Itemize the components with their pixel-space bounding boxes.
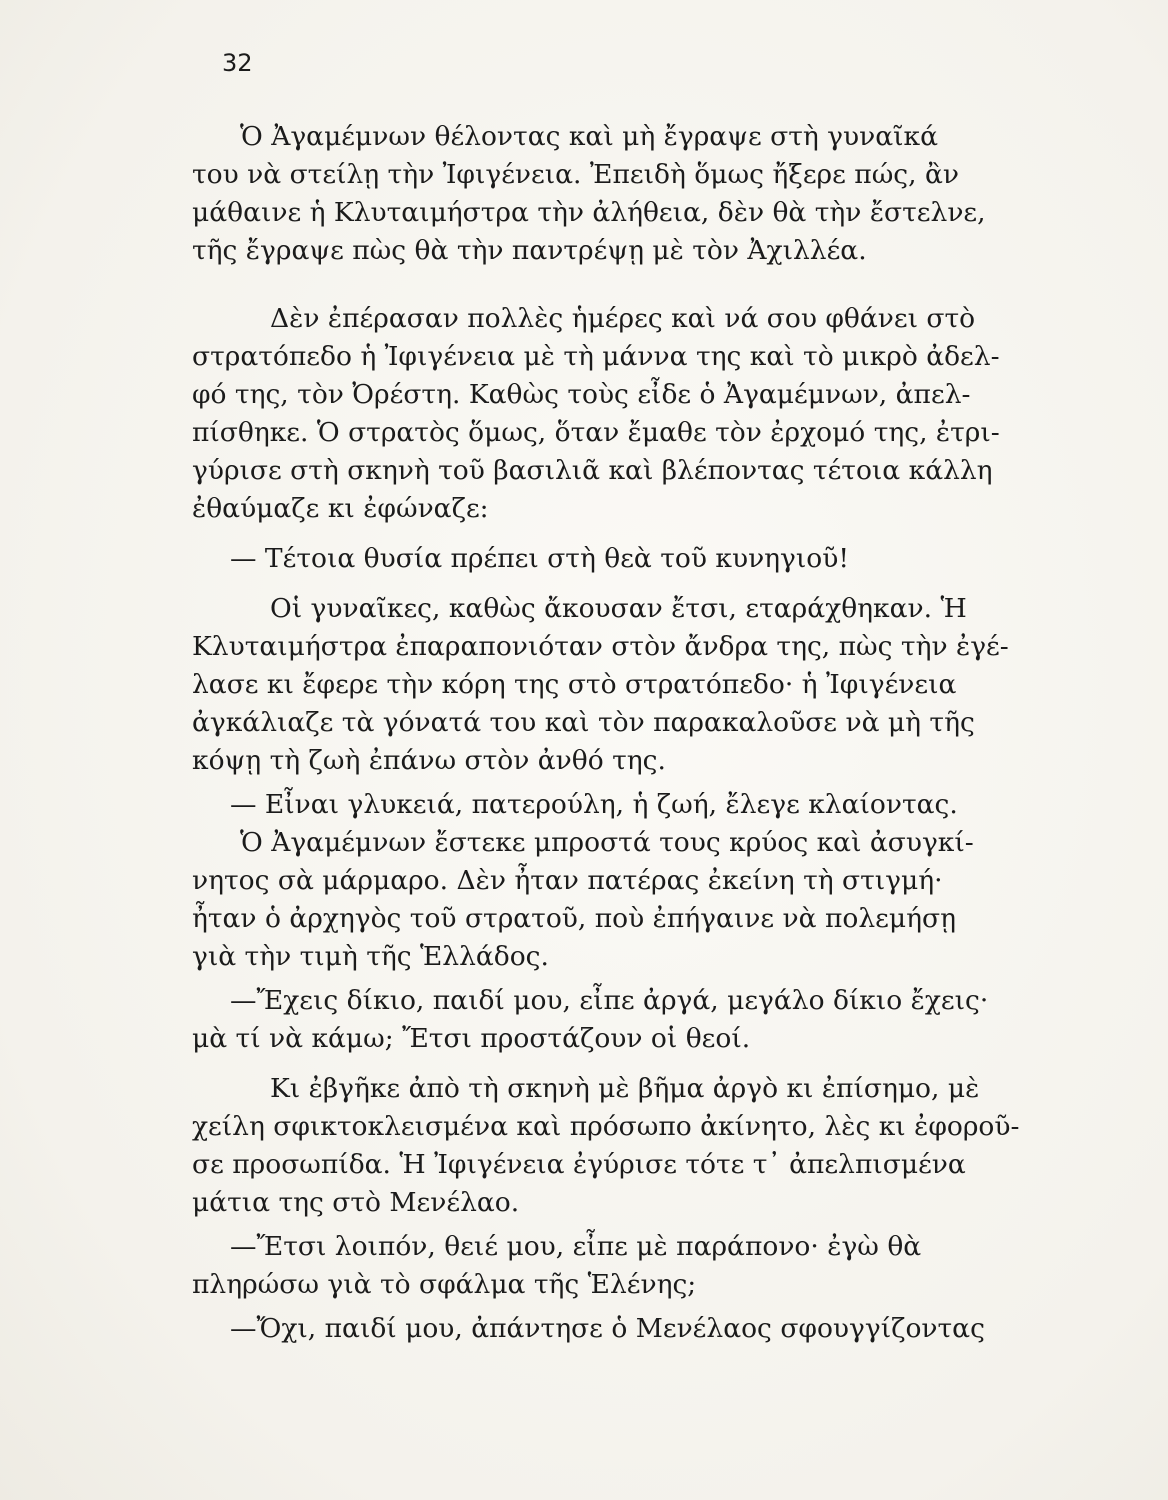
body-text bbox=[192, 118, 1037, 1348]
text-line: του νὰ στείλῃ τὴν Ἰφιγένεια. Ἐπειδὴ ὅμως ἤξερε πώς, ἂν bbox=[192, 159, 959, 190]
page-number: 32 bbox=[222, 49, 253, 77]
text-line: Ὁ Ἀγαμέμνων ἔστεκε μπροστά τους κρύος καὶ ἀσυγκί- bbox=[240, 827, 974, 858]
text-line: χείλη σφικτοκλεισμένα καὶ πρόσωπο ἀκίνητο, λὲς κι ἐφοροῦ- bbox=[192, 1111, 1020, 1142]
text-line: μάθαινε ἡ Κλυταιμήστρα τὴν ἀλήθεια, δὲν θὰ τὴν ἔστελνε, bbox=[192, 197, 986, 228]
text-line: μάτια της στὸ Μενέλαο. bbox=[192, 1187, 520, 1218]
text-line: λασε κι ἔφερε τὴν κόρη της στὸ στρατόπεδο· ἡ Ἰφιγένεια bbox=[192, 669, 957, 700]
text-line: Κι ἐβγῆκε ἀπὸ τὴ σκηνὴ μὲ βῆμα ἀργὸ κι ἐπίσημο, μὲ bbox=[270, 1073, 980, 1104]
text-line: σε προσωπίδα. Ἡ Ἰφιγένεια ἐγύρισε τότε τ᾽ ἀπελπισμένα bbox=[192, 1149, 966, 1180]
dialogue-line-3 bbox=[192, 982, 1037, 1058]
text-line: νητος σὰ μάρμαρο. Δὲν ἦταν πατέρας ἐκείνη τὴ στιγμή· bbox=[192, 865, 943, 896]
text-line: —Ἔτσι λοιπόν, θειέ μου, εἶπε μὲ παράπονο· ἐγὼ θὰ bbox=[230, 1231, 922, 1262]
text-line: ἀγκάλιαζε τὰ γόνατά του καὶ τὸν παρακαλοῦσε νὰ μὴ τῆς bbox=[192, 707, 975, 738]
paragraph-1 bbox=[192, 118, 1037, 270]
text-line: κόψῃ τὴ ζωὴ ἐπάνω στὸν ἀνθό της. bbox=[192, 745, 666, 776]
text-line: — Εἶναι γλυκειά, πατερούλη, ἡ ζωή, ἔλεγε κλαίοντας. bbox=[230, 789, 958, 820]
paragraph-3 bbox=[192, 590, 1037, 780]
text-line: πίσθηκε. Ὁ στρατὸς ὅμως, ὅταν ἔμαθε τὸν ἐρχομό της, ἐτρι- bbox=[192, 417, 1000, 448]
text-line: γιὰ τὴν τιμὴ τῆς Ἑλλάδος. bbox=[192, 941, 549, 972]
dialogue-line-1 bbox=[192, 540, 1037, 578]
text-line: στρατόπεδο ἡ Ἰφιγένεια μὲ τὴ μάννα της καὶ τὸ μικρὸ ἀδελ- bbox=[192, 341, 1000, 372]
paragraph-4 bbox=[192, 824, 1037, 976]
text-line: ἦταν ὁ ἀρχηγὸς τοῦ στρατοῦ, ποὺ ἐπήγαινε νὰ πολεμήσῃ bbox=[192, 903, 956, 934]
paragraph-5 bbox=[192, 1070, 1037, 1222]
text-line: γύρισε στὴ σκηνὴ τοῦ βασιλιᾶ καὶ βλέποντας τέτοια κάλλη bbox=[192, 455, 993, 486]
dialogue-line-4 bbox=[192, 1228, 1037, 1304]
text-line: Κλυταιμήστρα ἐπαραπονιόταν στὸν ἄνδρα της, πὼς τὴν ἐγέ- bbox=[192, 631, 1009, 662]
text-line: Δὲν ἐπέρασαν πολλὲς ἡμέρες καὶ νά σου φθάνει στὸ bbox=[270, 303, 976, 334]
text-line: μὰ τί νὰ κάμω; Ἔτσι προστάζουν οἱ θεοί. bbox=[192, 1023, 751, 1054]
text-line: —Ἔχεις δίκιο, παιδί μου, εἶπε ἀργά, μεγάλο δίκιο ἔχεις· bbox=[230, 985, 989, 1016]
dialogue-line-5 bbox=[192, 1310, 1037, 1348]
text-line: —Ὄχι, παιδί μου, ἀπάντησε ὁ Μενέλαος σφουγγίζοντας bbox=[230, 1313, 985, 1344]
paragraph-2 bbox=[192, 300, 1037, 528]
dialogue-line-2 bbox=[192, 786, 1037, 824]
text-line: πληρώσω γιὰ τὸ σφάλμα τῆς Ἑλένης; bbox=[192, 1269, 697, 1300]
text-line: φό της, τὸν Ὀρέστη. Καθὼς τοὺς εἶδε ὁ Ἀγαμέμνων, ἀπελ- bbox=[192, 379, 971, 410]
text-line: Οἱ γυναῖκες, καθὼς ἄκουσαν ἔτσι, εταράχθηκαν. Ἡ bbox=[270, 593, 967, 624]
text-line: Ὁ Ἀγαμέμνων θέλοντας καὶ μὴ ἔγραψε στὴ γυναῖκά bbox=[240, 121, 938, 152]
text-line: ἐθαύμαζε κι ἐφώναζε: bbox=[192, 493, 489, 524]
text-line: τῆς ἔγραψε πὼς θὰ τὴν παντρέψῃ μὲ τὸν Ἀχιλλέα. bbox=[192, 235, 867, 266]
text-line: — Τέτοια θυσία πρέπει στὴ θεὰ τοῦ κυνηγιοῦ! bbox=[230, 543, 849, 574]
